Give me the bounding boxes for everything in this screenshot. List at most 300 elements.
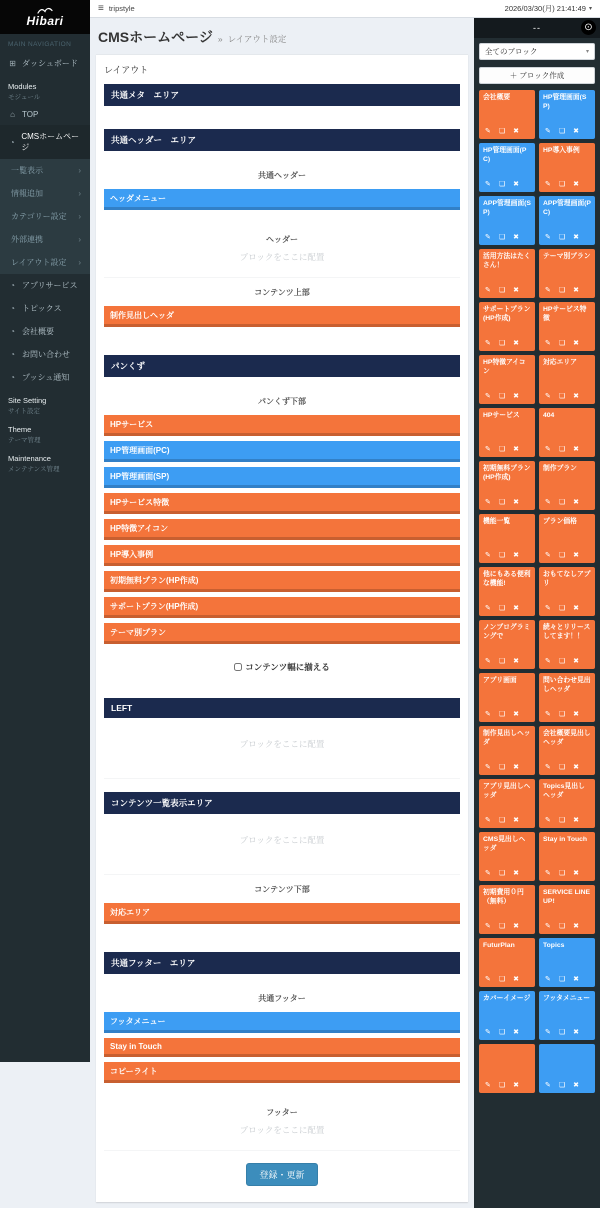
sidebar-item[interactable] (0, 104, 90, 125)
block-tile-label: 会社概要 (483, 94, 511, 101)
delete-icon[interactable]: ✖ (573, 446, 580, 453)
edit-icon[interactable]: ✎ (485, 393, 491, 400)
copy-icon[interactable]: ❏ (558, 711, 566, 718)
sidebar-subitem-label: 一覧表示 (11, 166, 43, 175)
sidebar-subitem-label: 情報追加 (11, 189, 43, 198)
copy-icon[interactable]: ❏ (498, 340, 506, 347)
copy-icon[interactable]: ❏ (498, 605, 506, 612)
edit-icon[interactable]: ✎ (545, 181, 551, 188)
delete-icon[interactable]: ✖ (513, 499, 520, 506)
layout-block[interactable]: 制作見出しヘッダ (104, 306, 460, 327)
copy-icon[interactable]: ❏ (498, 446, 506, 453)
copy-icon[interactable]: ❏ (558, 870, 566, 877)
block-tile[interactable] (539, 567, 595, 616)
delete-icon[interactable]: ✖ (513, 1029, 520, 1036)
edit-icon[interactable]: ✎ (485, 499, 491, 506)
copy-icon[interactable]: ❏ (558, 446, 566, 453)
company-icon: ◔ (10, 327, 15, 336)
delete-icon[interactable]: ✖ (513, 446, 520, 453)
topics-icon: ◔ (10, 304, 15, 313)
block-tile[interactable] (479, 726, 535, 775)
copy-icon[interactable]: ❏ (558, 817, 566, 824)
delete-icon[interactable]: ✖ (513, 1082, 520, 1089)
submit-row (104, 1151, 460, 1190)
delete-icon[interactable]: ✖ (573, 976, 580, 983)
block-tile[interactable] (539, 779, 595, 828)
layout-section-header: 共通メタ エリア (104, 84, 460, 106)
delete-icon[interactable]: ✖ (573, 817, 580, 824)
delete-icon[interactable]: ✖ (513, 923, 520, 930)
home-icon: ⌂ (10, 110, 15, 119)
sidebar-item[interactable] (0, 320, 90, 343)
copy-icon[interactable]: ❏ (498, 287, 506, 294)
edit-icon[interactable]: ✎ (485, 817, 491, 824)
sidebar-subitem[interactable] (0, 228, 90, 251)
sidebar-item[interactable] (0, 389, 90, 418)
spacer (104, 929, 460, 939)
layout-block[interactable]: テーマ別プラン (104, 623, 460, 644)
block-tile-actions (483, 497, 531, 507)
create-block-button[interactable]: ＋ ブロック作成 (479, 67, 595, 84)
dropzone-placeholder: ブロックをここに配置 (104, 718, 460, 779)
block-filter-value: 全てのブロック (485, 47, 538, 56)
delete-icon[interactable]: ✖ (513, 658, 520, 665)
layout-section-header: LEFT (104, 698, 460, 718)
block-tile[interactable] (479, 355, 535, 404)
edit-icon[interactable]: ✎ (545, 552, 551, 559)
copy-icon[interactable]: ❏ (498, 870, 506, 877)
delete-icon[interactable]: ✖ (513, 552, 520, 559)
block-filter-select[interactable] (479, 43, 595, 60)
copy-icon[interactable]: ❏ (558, 393, 566, 400)
app-icon: ◔ (10, 281, 15, 290)
block-tile-actions (543, 603, 591, 613)
sidebar-item[interactable] (0, 274, 90, 297)
delete-icon[interactable]: ✖ (513, 234, 520, 241)
block-tile-label: 初期無料プラン(HP作成) (483, 465, 531, 481)
edit-icon[interactable]: ✎ (485, 764, 491, 771)
zone-label: ヘッダー (266, 235, 298, 244)
block-tile-label: HP導入事例 (543, 147, 580, 154)
delete-icon[interactable]: ✖ (513, 764, 520, 771)
layout-block[interactable]: HP特徴アイコン (104, 519, 460, 540)
chevron-down-icon: ▾ (588, 6, 592, 12)
layout-card (96, 54, 468, 1202)
delete-icon[interactable]: ✖ (513, 287, 520, 294)
block-tile-actions (483, 285, 531, 295)
block-tile-label: 対応エリア (543, 359, 577, 366)
block-tile-actions (543, 921, 591, 931)
chevron-right-icon: › (78, 235, 81, 244)
layout-block[interactable]: ヘッダメニュー (104, 189, 460, 210)
edit-icon[interactable]: ✎ (545, 393, 551, 400)
block-tile[interactable] (479, 90, 535, 139)
copy-icon[interactable]: ❏ (558, 287, 566, 294)
block-tile[interactable] (539, 302, 595, 351)
block-tile-actions (483, 1027, 531, 1037)
block-tile[interactable] (539, 620, 595, 669)
block-tile[interactable] (479, 832, 535, 881)
dropzone-placeholder: ブロックをここに配置 (104, 248, 460, 278)
hamburger-menu-icon[interactable]: ≡ (98, 3, 104, 14)
chevron-down-icon: ▾ (585, 49, 589, 55)
copy-icon[interactable]: ❏ (498, 923, 506, 930)
block-tile[interactable] (539, 991, 595, 1040)
block-tile-label: テーマ別プラン (543, 253, 591, 260)
block-tile-label: Topics (543, 942, 565, 949)
block-tile-actions (483, 709, 531, 719)
spacer (104, 215, 460, 225)
edit-icon[interactable]: ✎ (485, 870, 491, 877)
sidebar-subitem-label: カテゴリー設定 (11, 212, 67, 221)
edit-icon[interactable]: ✎ (485, 711, 491, 718)
block-tile[interactable] (539, 196, 595, 245)
block-tile-actions (543, 974, 591, 984)
block-tile-label: サポートプラン(HP作成) (483, 306, 531, 322)
block-tile[interactable] (479, 938, 535, 987)
block-tile-actions (543, 868, 591, 878)
copy-icon[interactable]: ❏ (558, 1029, 566, 1036)
sidebar-item-label: 会社概要 (22, 327, 54, 336)
page-title: CMSホームページ (98, 29, 213, 45)
layout-block[interactable]: HP管理画面(SP) (104, 467, 460, 488)
sidebar-item-label: TOP (22, 110, 39, 119)
block-tiles-grid (474, 86, 600, 1208)
block-tile[interactable] (539, 938, 595, 987)
edit-icon[interactable]: ✎ (545, 764, 551, 771)
block-tile[interactable] (539, 355, 595, 404)
copy-icon[interactable]: ❏ (558, 764, 566, 771)
block-tile[interactable] (479, 514, 535, 563)
layout-block[interactable]: HPサービス特徴 (104, 493, 460, 514)
edit-icon[interactable]: ✎ (545, 658, 551, 665)
block-tile[interactable] (479, 143, 535, 192)
copy-icon[interactable]: ❏ (558, 128, 566, 135)
block-tile[interactable] (539, 143, 595, 192)
copy-icon[interactable]: ❏ (498, 817, 506, 824)
edit-icon[interactable]: ✎ (485, 605, 491, 612)
delete-icon[interactable]: ✖ (573, 499, 580, 506)
sidebar-item[interactable] (0, 52, 90, 75)
edit-icon[interactable]: ✎ (545, 1082, 551, 1089)
block-tile-actions (483, 179, 531, 189)
edit-icon[interactable]: ✎ (485, 340, 491, 347)
sidebar-item[interactable] (0, 447, 90, 476)
block-tile[interactable] (479, 779, 535, 828)
block-tile-label: 制作プラン (543, 465, 577, 472)
block-tile-actions (543, 444, 591, 454)
edit-icon[interactable]: ✎ (485, 181, 491, 188)
delete-icon[interactable]: ✖ (573, 234, 580, 241)
delete-icon[interactable]: ✖ (573, 658, 580, 665)
delete-icon[interactable]: ✖ (573, 870, 580, 877)
copy-icon[interactable]: ❏ (498, 128, 506, 135)
sidebar-subitem[interactable] (0, 251, 90, 274)
block-tile-label: Topics見出しヘッダ (543, 783, 585, 799)
chevron-right-icon: › (78, 212, 81, 221)
block-tile-label: 活用方法はたくさん！ (483, 253, 531, 269)
sidebar-label-ja: テーマ管理 (8, 437, 41, 444)
block-tile[interactable] (539, 90, 595, 139)
edit-icon[interactable]: ✎ (485, 1029, 491, 1036)
sidebar-item[interactable] (0, 125, 90, 159)
copy-icon[interactable]: ❏ (498, 1029, 506, 1036)
layout-block[interactable]: HPサービス (104, 415, 460, 436)
delete-icon[interactable]: ✖ (513, 817, 520, 824)
block-tile-actions (483, 232, 531, 242)
block-tile[interactable] (539, 726, 595, 775)
sidebar-item[interactable] (0, 297, 90, 320)
block-tile-label: ノンプログラミングで (483, 624, 531, 640)
copy-icon[interactable]: ❏ (558, 234, 566, 241)
sidebar-item[interactable] (0, 366, 90, 389)
copy-icon[interactable]: ❏ (498, 658, 506, 665)
edit-icon[interactable]: ✎ (485, 287, 491, 294)
main-column (90, 0, 600, 1180)
delete-icon[interactable]: ✖ (573, 287, 580, 294)
dropzone-placeholder: ブロックをここに配置 (104, 1121, 460, 1151)
edit-icon[interactable]: ✎ (545, 234, 551, 241)
block-tile-actions (543, 391, 591, 401)
chevron-right-icon: › (78, 189, 81, 198)
fit-content-checkbox[interactable] (234, 663, 242, 671)
edit-icon[interactable]: ✎ (545, 287, 551, 294)
sidebar-section-label: MAIN NAVIGATION (8, 41, 72, 48)
copy-icon[interactable]: ❏ (558, 923, 566, 930)
block-tile-label: CMS見出しヘッダ (483, 836, 526, 852)
content-row (90, 18, 600, 1208)
copy-icon[interactable]: ❏ (558, 340, 566, 347)
edit-icon[interactable]: ✎ (485, 923, 491, 930)
layout-section-header: 共通フッター エリア (104, 952, 460, 974)
layout-section-header: 共通ヘッダー エリア (104, 129, 460, 151)
block-tile-actions (543, 762, 591, 772)
edit-icon[interactable]: ✎ (485, 552, 491, 559)
block-tile-actions (483, 762, 531, 772)
block-tile-label: 続々とリリースしてます！！ (543, 624, 591, 640)
layout-block[interactable]: サポートプラン(HP作成) (104, 597, 460, 618)
block-tile[interactable] (479, 567, 535, 616)
delete-icon[interactable]: ✖ (573, 552, 580, 559)
block-tile-actions (483, 1080, 531, 1090)
spacer (104, 151, 460, 161)
delete-icon[interactable]: ✖ (573, 340, 580, 347)
delete-icon[interactable]: ✖ (573, 923, 580, 930)
edit-icon[interactable]: ✎ (545, 446, 551, 453)
delete-icon[interactable]: ✖ (513, 870, 520, 877)
delete-icon[interactable]: ✖ (513, 393, 520, 400)
delete-icon[interactable]: ✖ (513, 128, 520, 135)
copy-icon[interactable]: ❏ (558, 499, 566, 506)
block-tile-actions (483, 815, 531, 825)
copy-icon[interactable]: ❏ (558, 658, 566, 665)
block-tile[interactable] (539, 408, 595, 457)
block-tile-label: Stay in Touch (543, 836, 588, 843)
edit-icon[interactable]: ✎ (485, 234, 491, 241)
delete-icon[interactable]: ✖ (513, 181, 520, 188)
zone-label: 共通ヘッダー (258, 171, 306, 180)
app-logo[interactable] (0, 0, 90, 34)
block-tile-label: 問い合わせ見出しヘッダ (543, 677, 591, 693)
copy-icon[interactable]: ❏ (498, 764, 506, 771)
sidebar-label-en: Maintenance (8, 454, 51, 463)
block-tile-label: プラン価格 (543, 518, 577, 525)
block-tile-actions (543, 656, 591, 666)
block-tile[interactable] (479, 1044, 535, 1093)
copy-icon[interactable]: ❏ (558, 1082, 566, 1089)
block-tile[interactable] (539, 673, 595, 722)
block-tile-actions (543, 232, 591, 242)
copy-icon[interactable]: ❏ (498, 1082, 506, 1089)
edit-icon[interactable]: ✎ (545, 1029, 551, 1036)
delete-icon[interactable]: ✖ (513, 340, 520, 347)
block-tile[interactable] (539, 885, 595, 934)
block-tile-label: 他にもある便利な機能! (483, 571, 531, 587)
layout-block[interactable]: フッタメニュー (104, 1012, 460, 1033)
sidebar-subitem-label: 外部連携 (11, 235, 43, 244)
delete-icon[interactable]: ✖ (573, 128, 580, 135)
edit-icon[interactable]: ✎ (485, 1082, 491, 1089)
edit-icon[interactable]: ✎ (485, 128, 491, 135)
delete-icon[interactable]: ✖ (573, 181, 580, 188)
block-tile[interactable] (539, 461, 595, 510)
block-tile[interactable] (479, 991, 535, 1040)
block-tile-label: 制作見出しヘッダ (483, 730, 531, 746)
copy-icon[interactable]: ❏ (498, 976, 506, 983)
sidebar-item-label: CMSホームページ (21, 132, 80, 152)
sidebar-item[interactable] (0, 418, 90, 447)
block-tile[interactable] (479, 461, 535, 510)
copy-icon[interactable]: ❏ (558, 976, 566, 983)
block-tile-label: APP管理画面(PC) (543, 200, 591, 216)
edit-icon[interactable]: ✎ (545, 817, 551, 824)
layout-block[interactable]: Stay in Touch (104, 1038, 460, 1057)
sidebar-subitem[interactable] (0, 205, 90, 228)
delete-icon[interactable]: ✖ (513, 976, 520, 983)
save-button[interactable]: 登録・更新 (246, 1163, 317, 1186)
panel-toggle-icon[interactable]: ⊙ (581, 20, 596, 35)
block-tile[interactable] (479, 196, 535, 245)
zone-label: フッター (266, 1108, 298, 1117)
sidebar-subitem[interactable] (0, 182, 90, 205)
sidebar-item-label: ダッシュボード (22, 59, 78, 68)
block-tile-actions (543, 550, 591, 560)
edit-icon[interactable]: ✎ (545, 870, 551, 877)
copy-icon[interactable]: ❏ (558, 181, 566, 188)
block-tile[interactable] (479, 620, 535, 669)
block-tile[interactable] (539, 249, 595, 298)
spacer (104, 332, 460, 342)
edit-icon[interactable]: ✎ (545, 128, 551, 135)
push-icon: ◔ (10, 373, 15, 382)
copy-icon[interactable]: ❏ (498, 393, 506, 400)
copy-icon[interactable]: ❏ (498, 711, 506, 718)
block-tile[interactable] (479, 885, 535, 934)
block-tile-actions (543, 1027, 591, 1037)
layout-block[interactable]: コピーライト (104, 1062, 460, 1083)
block-tile-label: 会社概要見出しヘッダ (543, 730, 591, 746)
edit-icon[interactable]: ✎ (545, 976, 551, 983)
edit-icon[interactable]: ✎ (545, 923, 551, 930)
sidebar-label-en: Modules (8, 82, 37, 91)
block-tile-actions (483, 444, 531, 454)
copy-icon[interactable]: ❏ (498, 234, 506, 241)
sidebar-label-ja: モジュール (8, 94, 41, 101)
delete-icon[interactable]: ✖ (573, 711, 580, 718)
datetime-dropdown[interactable] (505, 3, 592, 14)
block-tile[interactable] (479, 673, 535, 722)
block-tile[interactable] (479, 302, 535, 351)
layout-block[interactable]: HP管理画面(PC) (104, 441, 460, 462)
layout-block[interactable]: 初期無料プラン(HP作成) (104, 571, 460, 592)
layout-block[interactable]: 対応エリア (104, 903, 460, 924)
layout-section-header: コンテンツ一覧表示エリア (104, 792, 460, 814)
sidebar-subitem[interactable] (0, 159, 90, 182)
copy-icon[interactable]: ❏ (558, 605, 566, 612)
spacer (104, 377, 460, 387)
copy-icon[interactable]: ❏ (498, 552, 506, 559)
block-tile-label: FuturPlan (483, 942, 515, 949)
layout-block[interactable]: HP導入事例 (104, 545, 460, 566)
edit-icon[interactable]: ✎ (485, 976, 491, 983)
edit-icon[interactable]: ✎ (485, 446, 491, 453)
hibari-bird-icon (37, 7, 53, 14)
copy-icon[interactable]: ❏ (498, 181, 506, 188)
topbar-brand[interactable]: tripstyle (108, 4, 135, 13)
block-tile-actions (483, 550, 531, 560)
block-tile-label: SERVICE LINEUP! (543, 889, 591, 905)
copy-icon[interactable]: ❏ (558, 552, 566, 559)
dropzone-placeholder: ブロックをここに配置 (104, 814, 460, 875)
edit-icon[interactable]: ✎ (545, 711, 551, 718)
block-tile-label: フッタメニュー (543, 995, 591, 1002)
block-tile-actions (543, 1080, 591, 1090)
block-tile[interactable] (539, 832, 595, 881)
sidebar-group-label (0, 75, 90, 104)
chevron-right-icon: › (78, 166, 81, 175)
block-tile-label: アプリ見出しヘッダ (483, 783, 531, 799)
delete-icon[interactable]: ✖ (573, 393, 580, 400)
block-tile-actions (483, 338, 531, 348)
main-content (90, 18, 474, 1208)
edit-icon[interactable]: ✎ (545, 340, 551, 347)
delete-icon[interactable]: ✖ (573, 1082, 580, 1089)
zone-label: コンテンツ上部 (254, 288, 310, 297)
edit-icon[interactable]: ✎ (545, 499, 551, 506)
block-tile[interactable] (539, 514, 595, 563)
delete-icon[interactable]: ✖ (573, 764, 580, 771)
block-tile[interactable] (479, 408, 535, 457)
block-tile-actions (483, 868, 531, 878)
block-tile-label: HP管理画面(PC) (483, 147, 527, 163)
copy-icon[interactable]: ❏ (498, 499, 506, 506)
panel-controls (474, 38, 600, 86)
edit-icon[interactable]: ✎ (485, 658, 491, 665)
block-tile-actions (483, 656, 531, 666)
delete-icon[interactable]: ✖ (573, 605, 580, 612)
cms-icon: ◔ (9, 137, 15, 147)
edit-icon[interactable]: ✎ (545, 605, 551, 612)
delete-icon[interactable]: ✖ (513, 711, 520, 718)
sidebar-item[interactable] (0, 343, 90, 366)
block-tile[interactable] (479, 249, 535, 298)
page-header (90, 18, 474, 52)
block-tile-actions (543, 709, 591, 719)
delete-icon[interactable]: ✖ (573, 1029, 580, 1036)
sidebar-nav (0, 52, 90, 476)
block-tile[interactable] (539, 1044, 595, 1093)
delete-icon[interactable]: ✖ (513, 605, 520, 612)
